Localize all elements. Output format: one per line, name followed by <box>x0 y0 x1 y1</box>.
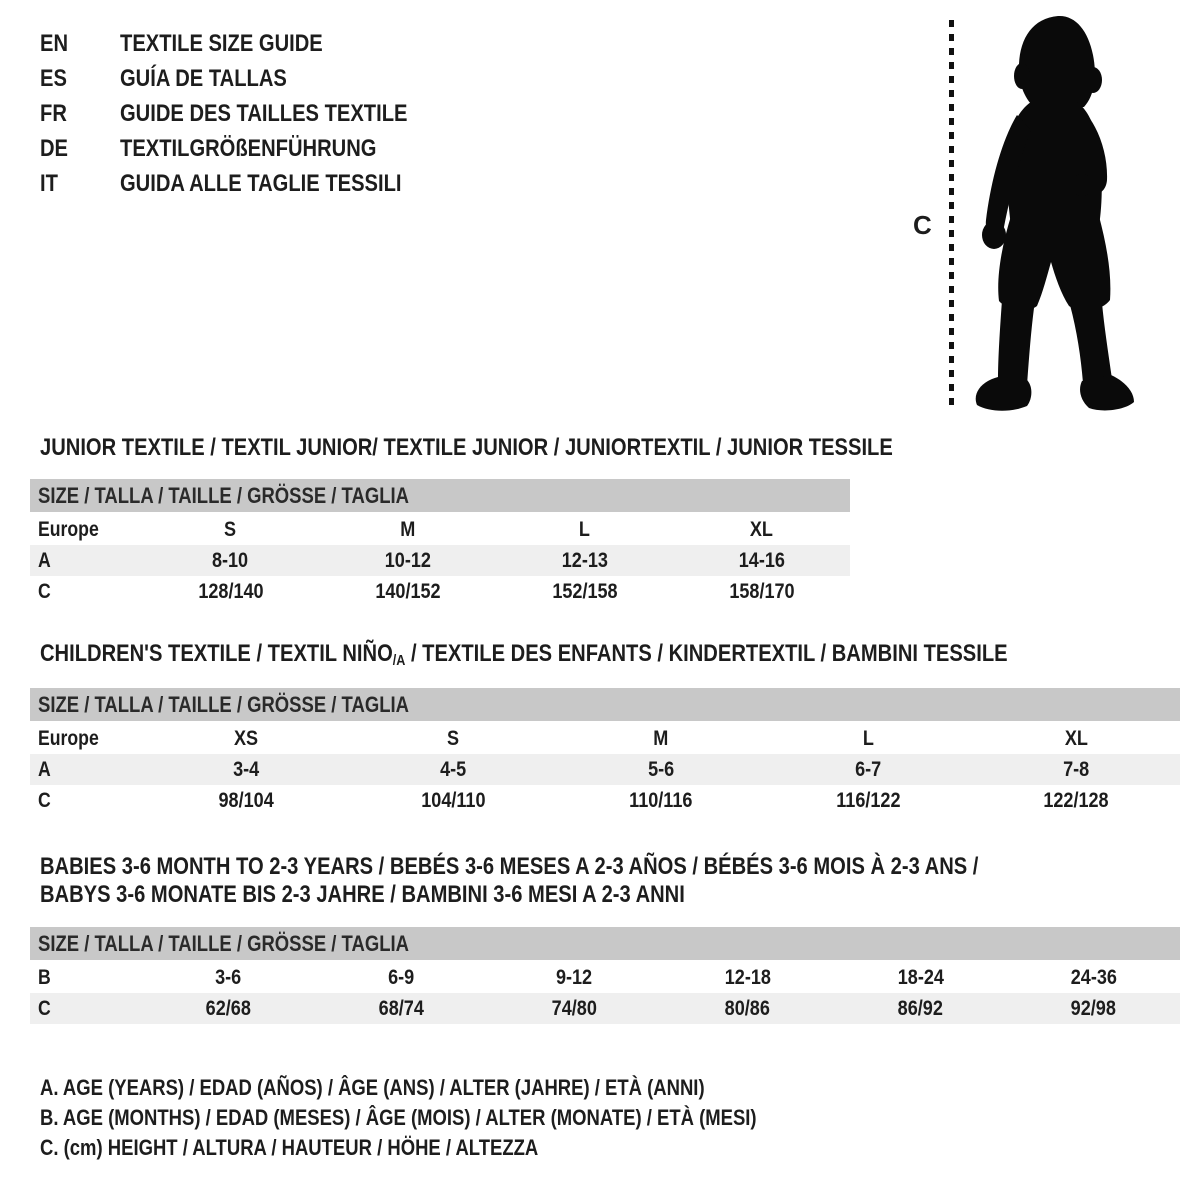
height-measure-line <box>949 20 954 412</box>
row-label: A <box>38 549 51 572</box>
age-cell: 4-5 <box>440 758 467 781</box>
language-label: GUÍA DE TALLAS <box>120 65 287 92</box>
height-cell: 128/140 <box>197 580 264 603</box>
age-cell: 12-18 <box>724 966 771 989</box>
age-cell: 3-6 <box>215 966 242 989</box>
section-title-junior: JUNIOR TEXTILE / TEXTIL JUNIOR/ TEXTILE JUNIOR / JUNIORTEXTIL / JUNIOR TESSILE <box>40 434 893 461</box>
height-cell: 158/170 <box>728 580 795 603</box>
language-row-it <box>40 166 462 201</box>
row-label: C <box>38 997 51 1020</box>
row-label: A <box>38 758 51 781</box>
language-row-es <box>40 61 462 96</box>
age-cell: 24-36 <box>1070 966 1117 989</box>
language-code: FR <box>40 100 67 127</box>
language-code: IT <box>40 170 58 197</box>
table-row-age <box>30 545 850 576</box>
section-title-children: CHILDREN'S TEXTILE / TEXTIL $NIÑO_{/A}$ / TEXTILE DES ENFANTS / KINDERTEXTIL / BAMBINI TESSILE <box>40 640 1008 669</box>
language-row-fr <box>40 96 462 131</box>
row-label: Europe <box>38 518 99 541</box>
language-label: GUIDA ALLE TAGLIE TESSILI <box>120 170 402 197</box>
height-cell: 116/122 <box>836 789 901 812</box>
height-cell: 104/110 <box>421 789 486 812</box>
language-row-de <box>40 131 462 166</box>
legend <box>40 1073 893 1163</box>
language-label: TEXTILGRÖßENFÜHRUNG <box>120 135 377 162</box>
toddler-silhouette-icon <box>965 14 1147 416</box>
table-row-age <box>30 754 1180 785</box>
age-cell: 6-7 <box>855 758 882 781</box>
age-cell: 10-12 <box>384 549 431 572</box>
language-label: TEXTILE SIZE GUIDE <box>120 30 323 57</box>
size-header-bar: SIZE / TALLA / TAILLE / GRÖSSE / TAGLIA <box>30 927 1180 960</box>
age-cell: 3-4 <box>232 758 259 781</box>
row-label: C <box>38 580 51 603</box>
size-table-children <box>30 688 1180 816</box>
size-cell: S <box>447 727 460 750</box>
age-cell: 18-24 <box>897 966 944 989</box>
language-label: GUIDE DES TAILLES TEXTILE <box>120 100 408 127</box>
language-list <box>40 26 462 201</box>
height-cell: 86/92 <box>897 997 944 1020</box>
height-cell: 92/98 <box>1070 997 1117 1020</box>
size-header-bar: SIZE / TALLA / TAILLE / GRÖSSE / TAGLIA <box>30 479 850 512</box>
height-cell: 62/68 <box>205 997 252 1020</box>
height-cell: 110/116 <box>629 789 693 812</box>
row-label: B <box>38 966 51 989</box>
legend-line-c: C. (cm) HEIGHT / ALTURA / HAUTEUR / HÖHE / ALTEZZA <box>40 1135 539 1160</box>
size-cell: L <box>863 727 875 750</box>
language-code: EN <box>40 30 69 57</box>
height-cell: 122/128 <box>1043 789 1109 812</box>
section-title-babies: BABIES 3-6 MONTH TO 2-3 YEARS / BEBÉS 3-6 MESES A 2-3 AÑOS / BÉBÉS 3-6 MOIS À 2-3 ANS / BABYS 3-6 MONATE BIS 2-3 JAHRE / BAMBINI 3-6 MESI A 2-3 ANNI <box>40 853 979 908</box>
age-cell: 5-6 <box>647 758 675 781</box>
height-cell: 74/80 <box>551 997 598 1020</box>
height-figure <box>905 12 1165 422</box>
age-cell: 7-8 <box>1063 758 1090 781</box>
size-cell: XS <box>233 727 258 750</box>
size-cell: M <box>653 727 669 750</box>
height-measure-label: C <box>913 210 932 240</box>
table-row-height <box>30 576 850 607</box>
size-table-babies <box>30 927 1180 1024</box>
age-cell: 12-13 <box>561 549 608 572</box>
table-row-height <box>30 993 1180 1024</box>
table-row-europe <box>30 514 850 545</box>
size-cell: XL <box>1064 727 1088 750</box>
language-code: DE <box>40 135 69 162</box>
row-label: Europe <box>38 727 99 750</box>
table-row-height <box>30 785 1180 816</box>
legend-line-b: B. AGE (MONTHS) / EDAD (MESES) / ÂGE (MOIS) / ALTER (MONATE) / ETÀ (MESI) <box>40 1105 757 1130</box>
legend-line-a: A. AGE (YEARS) / EDAD (AÑOS) / ÂGE (ANS) / ALTER (JAHRE) / ETÀ (ANNI) <box>40 1075 705 1100</box>
height-cell: 140/152 <box>374 580 441 603</box>
size-table-junior <box>30 479 850 607</box>
height-cell: 152/158 <box>551 580 618 603</box>
size-cell: S <box>224 518 237 541</box>
size-header-bar: SIZE / TALLA / TAILLE / GRÖSSE / TAGLIA <box>30 688 1180 721</box>
title-subscript: /A <box>392 652 406 669</box>
age-cell: 14-16 <box>738 549 785 572</box>
age-cell: 8-10 <box>212 549 249 572</box>
table-row-age-months <box>30 962 1180 993</box>
height-cell: 80/86 <box>724 997 771 1020</box>
size-cell: M <box>399 518 416 541</box>
height-cell: 68/74 <box>378 997 425 1020</box>
language-code: ES <box>40 65 67 92</box>
size-cell: XL <box>749 518 774 541</box>
age-cell: 9-12 <box>556 966 593 989</box>
table-row-europe <box>30 723 1180 754</box>
row-label: C <box>38 789 51 812</box>
age-cell: 6-9 <box>388 966 415 989</box>
height-cell: 98/104 <box>218 789 274 812</box>
size-cell: L <box>578 518 591 541</box>
language-row-en <box>40 26 462 61</box>
